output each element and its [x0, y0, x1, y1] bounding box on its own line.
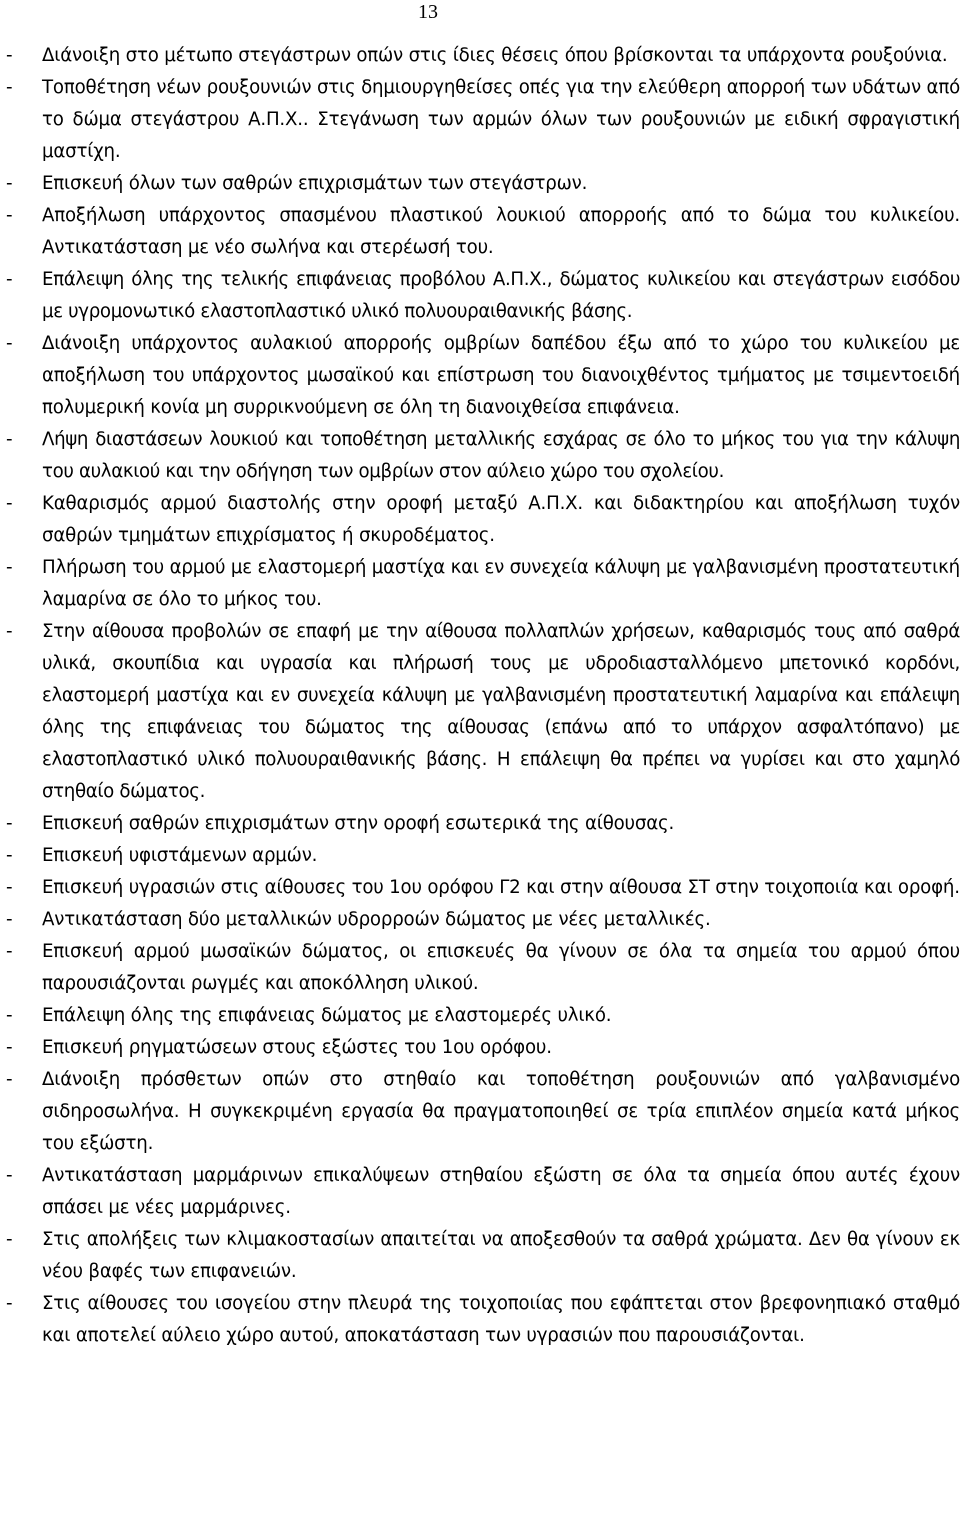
list-item: - Διάνοιξη στο μέτωπο στεγάστρων οπών στις ίδιες θέσεις όπου βρίσκονται τα υπάρχοντα ρουξούνια. — [0, 40, 960, 72]
list-item: - Καθαρισμός αρμού διαστολής στην οροφή μεταξύ Α.Π.Χ. και διδακτηρίου και αποξήλωση τυχόν σαθρών τμημάτων επιχρίσματος ή σκυροδέματος. — [0, 488, 960, 552]
list-item: - Επισκευή όλων των σαθρών επιχρισμάτων των στεγάστρων. — [0, 168, 960, 200]
list-item: - Στις αίθουσες του ισογείου στην πλευρά της τοιχοποιίας που εφάπτεται στον βρεφονηπιακό σταθμό και αποτελεί αύλειο χώρο αυτού, αποκατάσταση των υγρασιών που παρουσιάζονται. — [0, 1288, 960, 1352]
list-item: - Επισκευή σαθρών επιχρισμάτων στην οροφή εσωτερικά της αίθουσας. — [0, 808, 960, 840]
list-item: - Διάνοιξη πρόσθετων οπών στο στηθαίο και τοποθέτηση ρουξουνιών από γαλβανισμένο σιδηροσωλήνα. Η συγκεκριμένη εργασία θα πραγματοποιηθεί σε τρία επιπλέον σημεία κατά μήκος του εξώστη. — [0, 1064, 960, 1160]
list-item: - Αντικατάσταση δύο μεταλλικών υδρορροών δώματος με νέες μεταλλικές. — [0, 904, 960, 936]
list-item: - Επισκευή υγρασιών στις αίθουσες του 1ου ορόφου Γ2 και στην αίθουσα ΣΤ στην τοιχοποιία και οροφή. — [0, 872, 960, 904]
list-item: - Αντικατάσταση μαρμάρινων επικαλύψεων στηθαίου εξώστη σε όλα τα σημεία όπου αυτές έχουν σπάσει με νέες μαρμάρινες. — [0, 1160, 960, 1224]
list-item: - Πλήρωση του αρμού με ελαστομερή μαστίχα και εν συνεχεία κάλυψη με γαλβανισμένη προστατευτική λαμαρίνα σε όλο το μήκος του. — [0, 552, 960, 616]
list-item: - Λήψη διαστάσεων λουκιού και τοποθέτηση μεταλλικής εσχάρας σε όλο το μήκος του για την κάλυψη του αυλακιού και την οδήγηση των ομβρίων στον αύλειο χώρο του σχολείου. — [0, 424, 960, 488]
list-item: - Επάλειψη όλης της τελικής επιφάνειας προβόλου Α.Π.Χ., δώματος κυλικείου και στεγάστρων εισόδου με υγρομονωτικό ελαστοπλαστικό υλικό πολυουραιθανικής βάσης. — [0, 264, 960, 328]
work-items-list — [0, 40, 960, 1352]
page-number: 13 — [418, 1, 438, 23]
list-item: - Τοποθέτηση νέων ρουξουνιών στις δημιουργηθείσες οπές για την ελεύθερη απορροή των υδάτων από το δώμα στεγάστρου Α.Π.Χ.. Στεγάνωση των αρμών όλων των ρουξουνιών με ειδική σφραγιστική μαστίχη. — [0, 72, 960, 168]
list-item: - Στις απολήξεις των κλιμακοστασίων απαιτείται να αποξεσθούν τα σαθρά χρώματα. Δεν θα γίνουν εκ νέου βαφές των επιφανειών. — [0, 1224, 960, 1288]
list-item: - Επισκευή ρηγματώσεων στους εξώστες του 1ου ορόφου. — [0, 1032, 960, 1064]
list-item: - Επάλειψη όλης της επιφάνειας δώματος με ελαστομερές υλικό. — [0, 1000, 960, 1032]
list-item: - Στην αίθουσα προβολών σε επαφή με την αίθουσα πολλαπλών χρήσεων, καθαρισμός τους από σαθρά υλικά, σκουπίδια και υγρασία και πλήρωσή τους με υδροδιασταλλόμενο μπετονικό κορδόνι, ελαστομερή μαστίχα και εν συνεχεία κάλυψη με γαλβανισμένη προστατευτική λαμαρίνα και επάλειψη όλης της επιφάνειας του δώματος της αίθουσας (επάνω από το υπάρχον ασφαλτόπανο) με ελαστοπλαστικό υλικό πολυουραιθανικής βάσης. Η επάλειψη θα πρέπει να γυρίσει και στο χαμηλό στηθαίο δώματος. — [0, 616, 960, 808]
list-item: - Επισκευή αρμού μωσαϊκών δώματος, οι επισκευές θα γίνουν σε όλα τα σημεία του αρμού όπου παρουσιάζονται ρωγμές και αποκόλληση υλικού. — [0, 936, 960, 1000]
list-item: - Αποξήλωση υπάρχοντος σπασμένου πλαστικού λουκιού απορροής από το δώμα του κυλικείου. Αντικατάσταση με νέο σωλήνα και στερέωσή του. — [0, 200, 960, 264]
list-item: - Διάνοιξη υπάρχοντος αυλακιού απορροής ομβρίων δαπέδου έξω από το χώρο του κυλικείου με αποξήλωση του υπάρχοντος μωσαϊκού και επίστρωση του διανοιχθέντος τμήματος με τσιμεντοειδή πολυμερική κονία μη συρρικνούμενη σε όλη τη διανοιχθείσα επιφάνεια. — [0, 328, 960, 424]
list-item: - Επισκευή υφιστάμενων αρμών. — [0, 840, 960, 872]
